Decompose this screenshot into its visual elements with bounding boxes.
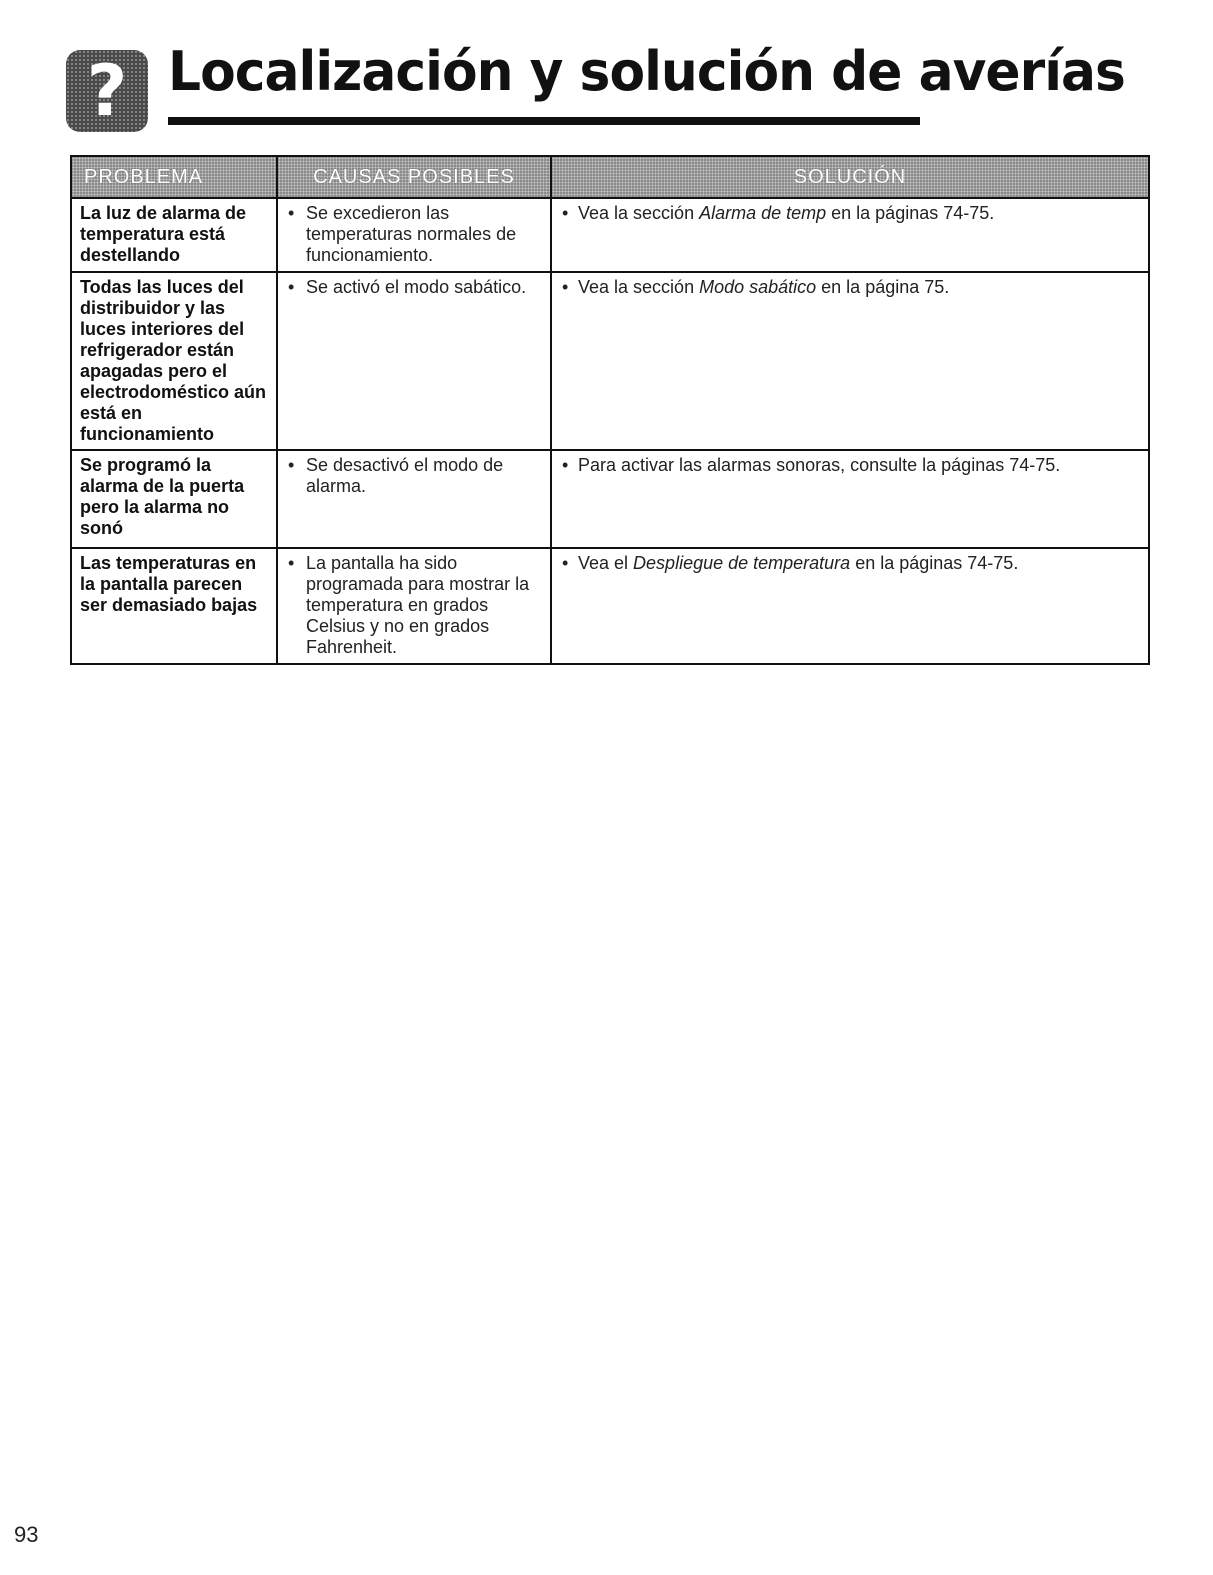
table-row [71, 548, 1149, 664]
bullet-icon: • [562, 277, 569, 297]
troubleshooting-table-wrapper [70, 155, 1148, 665]
solution-text [578, 455, 1060, 476]
troubleshooting-table [70, 155, 1150, 665]
solution-cell [551, 548, 1149, 664]
page-header [66, 40, 1125, 132]
solution-reference: Alarma de temp [699, 203, 827, 223]
table-header-row [71, 156, 1149, 198]
solution-text [578, 277, 949, 298]
cause-text: La pantalla ha sido programada para mostrar la temperatura en grados Celsius y no en grados Fahrenheit. [306, 553, 530, 657]
solution-text-post: en la página 75. [816, 277, 950, 297]
solution-text-post: en la páginas 74-75. [850, 553, 1019, 573]
column-header-causes: CAUSAS POSIBLES [277, 156, 551, 198]
bullet-icon: • [288, 203, 295, 223]
cause-text: Se desactivó el modo de alarma. [306, 455, 504, 496]
cause-text: Se excedieron las temperaturas normales de funcionamiento. [306, 203, 517, 265]
column-header-solution: SOLUCIÓN [551, 156, 1149, 198]
solution-reference: Modo sabático [699, 277, 817, 297]
solution-text-pre: Vea la sección [578, 277, 700, 297]
bullet-icon: • [562, 203, 569, 223]
problem-cell: Se programó la alarma de la puerta pero la alarma no sonó [71, 450, 277, 548]
solution-text [578, 553, 1018, 574]
title-underline [168, 117, 920, 125]
solution-cell [551, 272, 1149, 450]
solution-cell [551, 198, 1149, 272]
cause-text: Se activó el modo sabático. [306, 277, 527, 297]
page-number: 93 [14, 1522, 39, 1547]
problem-cell: Todas las luces del distribuidor y las luces interiores del refrigerador están apagadas pero el electrodoméstico aún está en funcionamiento [71, 272, 277, 450]
solution-text [578, 203, 994, 224]
page-title: Localización y solución de averías [168, 40, 1125, 103]
problem-cell: Las temperaturas en la pantalla parecen ser demasiado bajas [71, 548, 277, 664]
solution-reference: Despliegue de temperatura [633, 553, 851, 573]
solution-text-pre: Vea el [578, 553, 634, 573]
cause-cell [277, 272, 551, 450]
solution-text-post: en la páginas 74-75. [826, 203, 995, 223]
bullet-icon: • [288, 455, 295, 475]
solution-text-pre: Vea la sección [578, 203, 700, 223]
solution-text-pre: Para activar las alarmas sonoras, consulte la páginas 74-75. [578, 455, 1061, 475]
bullet-icon: • [288, 277, 295, 297]
help-question-icon [66, 50, 148, 132]
bullet-icon: • [562, 455, 569, 475]
table-row [71, 272, 1149, 450]
help-question-glyph: ? [86, 50, 128, 132]
solution-cell [551, 450, 1149, 548]
bullet-icon: • [562, 553, 569, 573]
cause-cell [277, 450, 551, 548]
table-row [71, 450, 1149, 548]
bullet-icon: • [288, 553, 295, 573]
column-header-problem: PROBLEMA [71, 156, 277, 198]
problem-cell: La luz de alarma de temperatura está destellando [71, 198, 277, 272]
cause-cell [277, 198, 551, 272]
table-row [71, 198, 1149, 272]
cause-cell [277, 548, 551, 664]
